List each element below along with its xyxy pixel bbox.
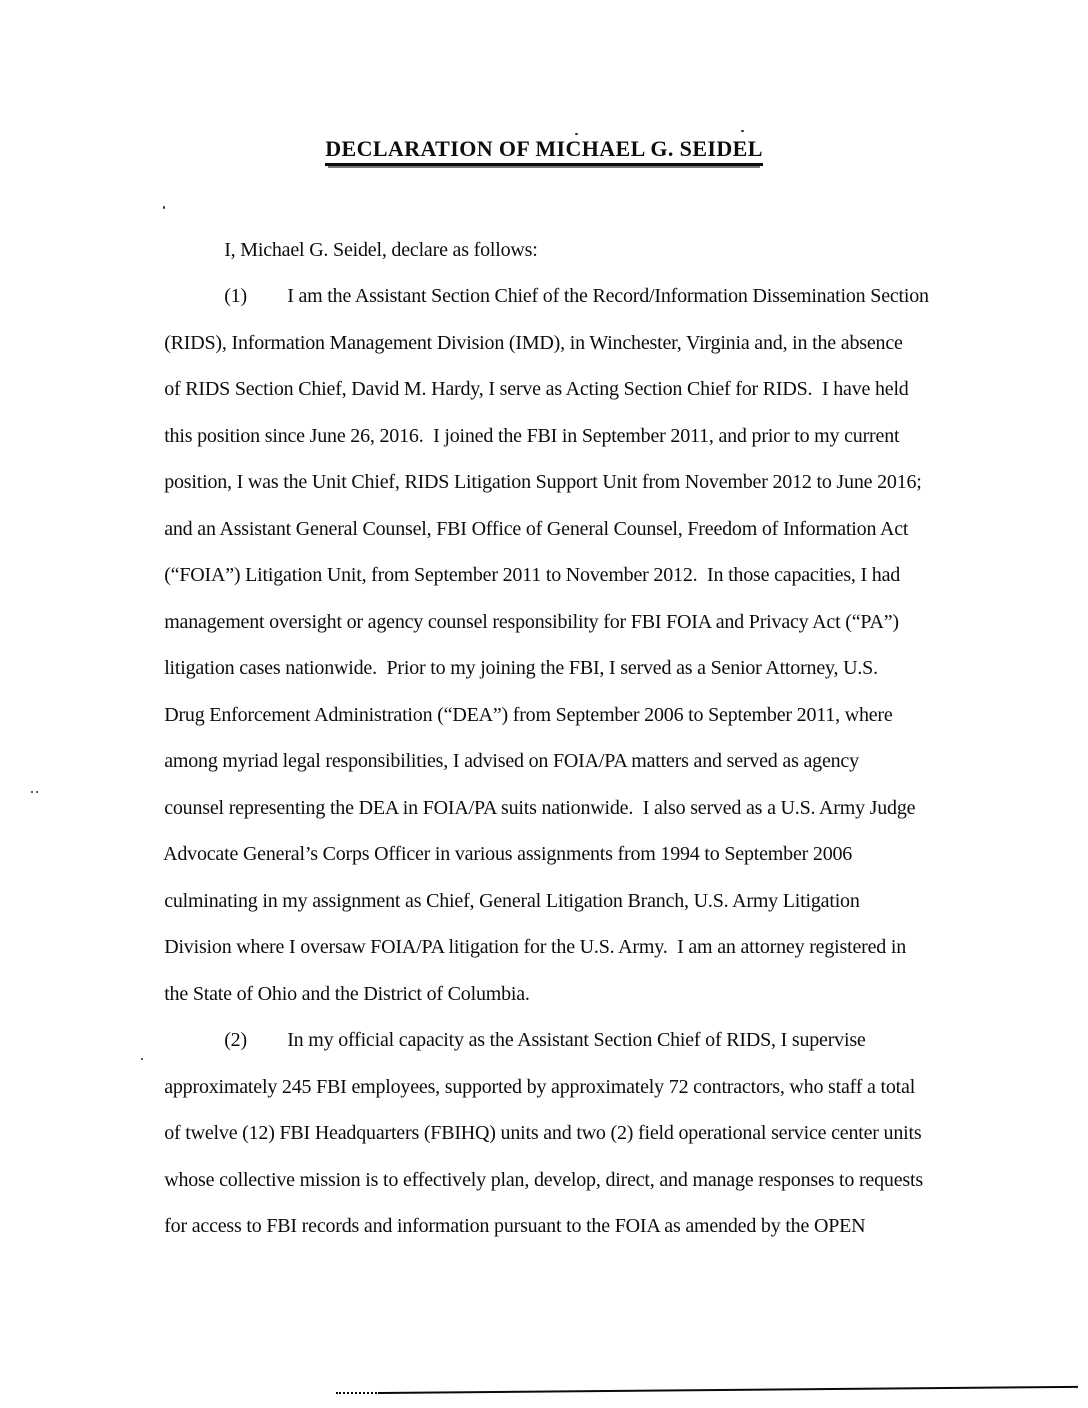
line-text: among myriad legal responsibilities, I advised on FOIA/PA matters and served as agency bbox=[164, 750, 859, 772]
line-text: I am the Assistant Section Chief of the Record/Information Dissemination Section bbox=[287, 285, 929, 307]
line-text: Division where I oversaw FOIA/PA litigation for the U.S. Army. I am an attorney registered in bbox=[164, 936, 907, 958]
scan-speck bbox=[31, 791, 33, 793]
line-text: Drug Enforcement Administration (“DEA”) from September 2006 to September 2011, where bbox=[164, 703, 893, 726]
line-text: position, I was the Unit Chief, RIDS Litigation Support Unit from November 2012 to June 2016; bbox=[164, 471, 922, 493]
line-text: and an Assistant General Counsel, FBI Office of General Counsel, Freedom of Information Act bbox=[164, 517, 909, 540]
scan-speck bbox=[163, 206, 165, 209]
line-text: litigation cases nationwide. Prior to my joining the FBI, I served as a Senior Attorney, U.S. bbox=[164, 657, 878, 679]
scan-edge-line bbox=[378, 1386, 1078, 1394]
line-text: (“FOIA”) Litigation Unit, from September 2011 to November 2012. In those capacities, I had bbox=[164, 564, 901, 586]
scan-edge-dots bbox=[336, 1392, 380, 1394]
paragraph-number: (1) bbox=[224, 285, 247, 307]
line-text: culminating in my assignment as Chief, General Litigation Branch, U.S. Army Litigation bbox=[164, 889, 860, 912]
scan-speck bbox=[141, 1058, 143, 1060]
scan-speck bbox=[741, 130, 744, 132]
line-text: I, Michael G. Seidel, declare as follows: bbox=[224, 238, 538, 261]
line-text: whose collective mission is to effectively plan, develop, direct, and manage responses to requests bbox=[164, 1168, 923, 1191]
line-text: counsel representing the DEA in FOIA/PA suits nationwide. I also served as a U.S. Army Judge bbox=[164, 796, 916, 819]
line-text: for access to FBI records and information pursuant to the FOIA as amended by the OPEN bbox=[164, 1215, 866, 1237]
line-text: (RIDS), Information Management Division (IMD), in Winchester, Virginia and, in the absence bbox=[164, 331, 903, 354]
paragraph-number: (2) bbox=[224, 1029, 247, 1051]
document-line bbox=[145, 180, 975, 261]
line-text: In my official capacity as the Assistant Section Chief of RIDS, I supervise bbox=[287, 1029, 866, 1051]
line-text: approximately 245 FBI employees, supported by approximately 72 contractors, who staff a total bbox=[164, 1075, 916, 1098]
document-body bbox=[145, 180, 975, 1237]
scan-speck bbox=[575, 133, 578, 135]
line-text: of RIDS Section Chief, David M. Hardy, I serve as Acting Section Chief for RIDS. I have held bbox=[164, 378, 909, 400]
line-text: the State of Ohio and the District of Columbia. bbox=[164, 982, 530, 1005]
line-text: management oversight or agency counsel responsibility for FBI FOIA and Privacy Act (“PA”) bbox=[164, 610, 899, 633]
title-row bbox=[0, 136, 1088, 166]
document-title: DECLARATION OF MICHAEL G. SEIDEL bbox=[325, 136, 763, 166]
line-text: Advocate General’s Corps Officer in various assignments from 1994 to September 2006 bbox=[163, 843, 853, 865]
scan-speck bbox=[36, 791, 38, 793]
line-text: this position since June 26, 2016. I joined the FBI in September 2011, and prior to my current bbox=[164, 424, 900, 447]
line-text: of twelve (12) FBI Headquarters (FBIHQ) units and two (2) field operational service center units bbox=[164, 1122, 922, 1144]
